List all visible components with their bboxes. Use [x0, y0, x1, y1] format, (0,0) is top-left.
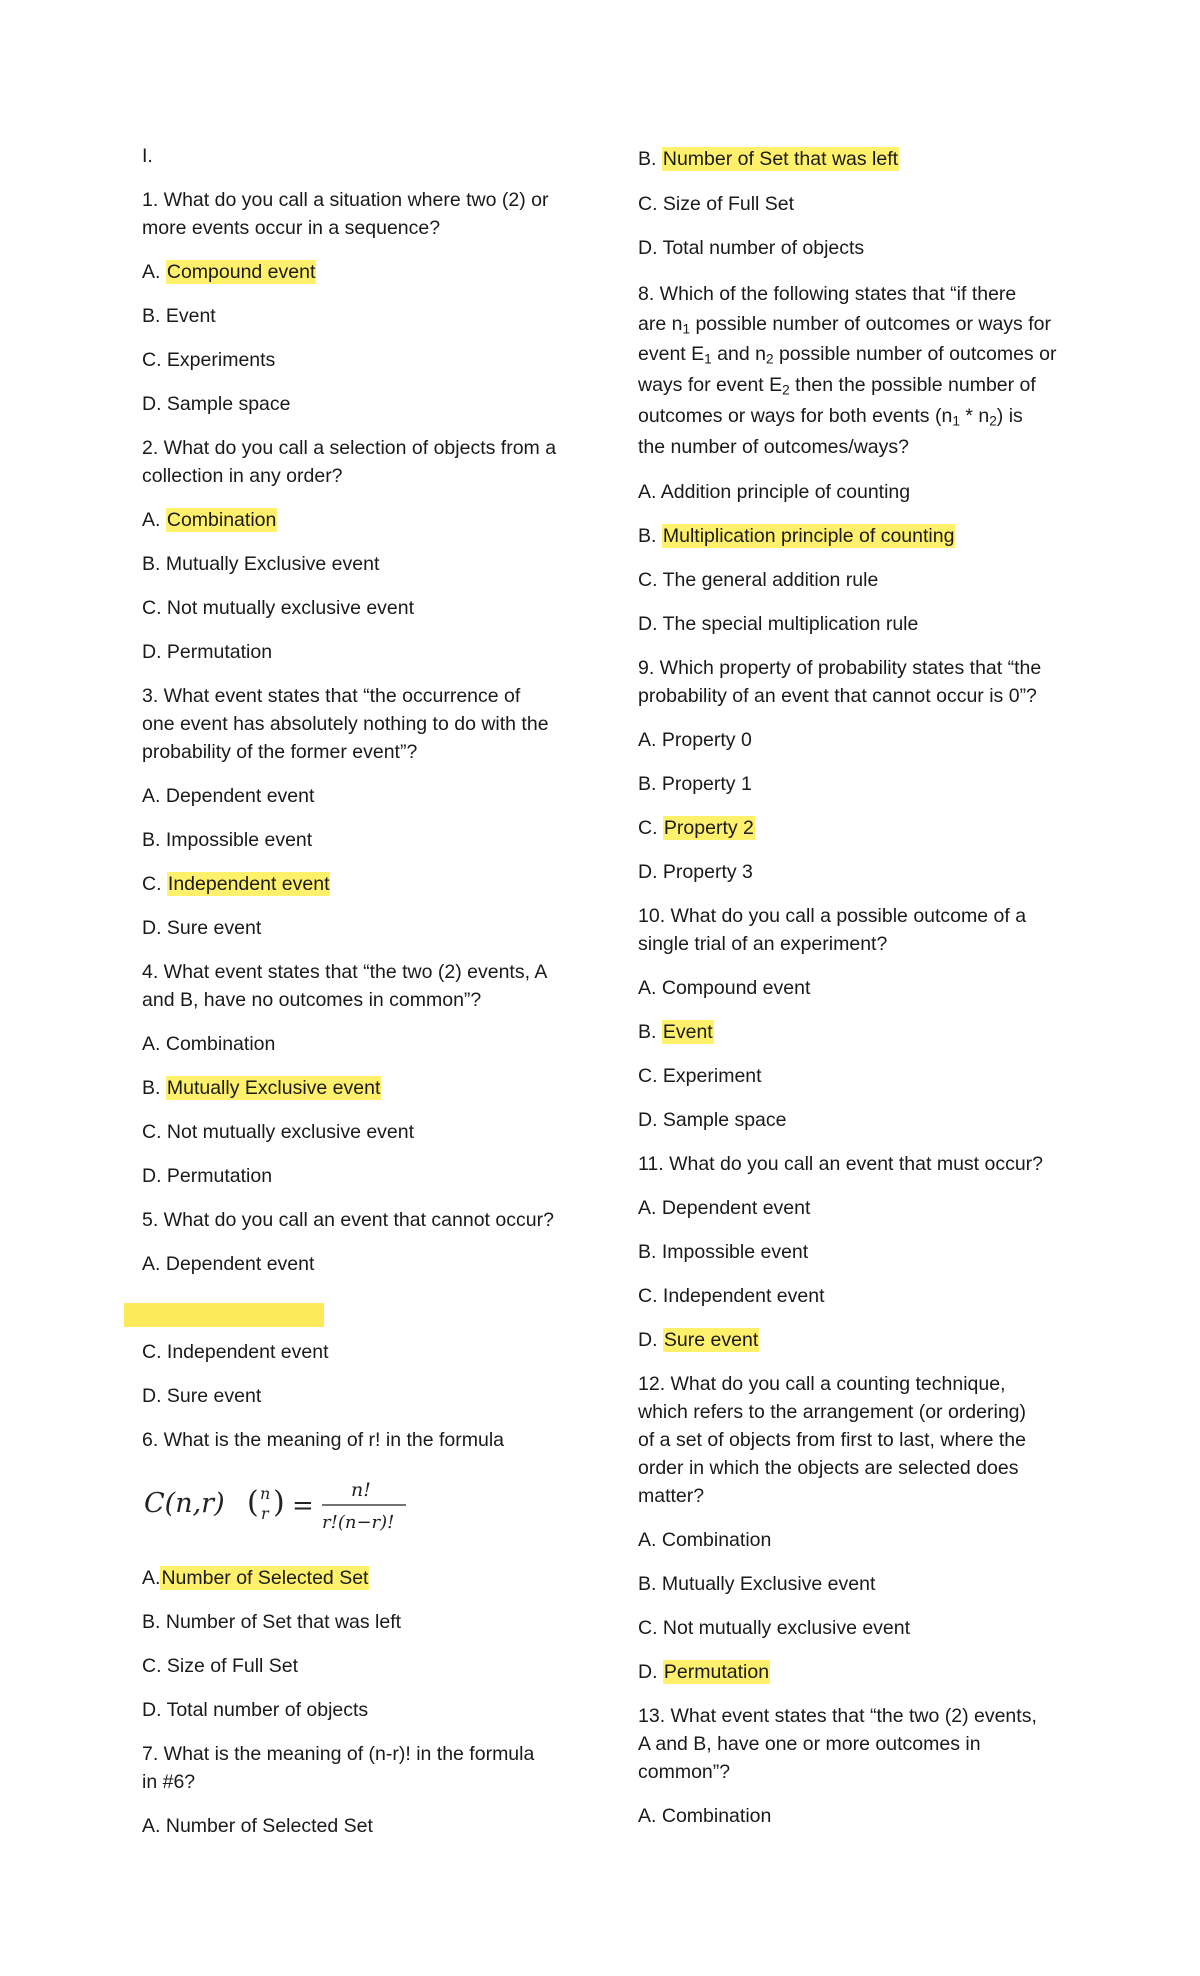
- formula-denominator: r!(n−r)!: [322, 1512, 395, 1533]
- question-11-stem: 11. What do you call an event that must occur?: [638, 1153, 1044, 1175]
- question-4-stem-line-2: and B, have no outcomes in common”?: [142, 989, 482, 1011]
- q2-option-c[interactable]: C. Not mutually exclusive event: [142, 597, 415, 619]
- question-6-stem: 6. What is the meaning of r! in the formula: [142, 1429, 505, 1451]
- q2-option-b[interactable]: B. Mutually Exclusive event: [142, 553, 380, 575]
- formula-binom-bottom: r: [261, 1504, 269, 1523]
- q10-option-a[interactable]: A. Compound event: [638, 977, 811, 999]
- question-8-stem-line-6: the number of outcomes/ways?: [638, 436, 909, 458]
- question-10-stem-line-2: single trial of an experiment?: [638, 933, 888, 955]
- question-12-stem-line-3: of a set of objects from first to last, where the: [638, 1429, 1027, 1451]
- question-2-stem-line-2: collection in any order?: [142, 465, 343, 487]
- q11-option-a[interactable]: A. Dependent event: [638, 1197, 811, 1219]
- q12-option-c[interactable]: C. Not mutually exclusive event: [638, 1617, 911, 1639]
- question-10-stem-line-1: 10. What do you call a possible outcome of a: [638, 905, 1027, 927]
- q10-option-c[interactable]: C. Experiment: [638, 1065, 762, 1087]
- q9-option-b[interactable]: B. Property 1: [638, 773, 752, 795]
- q1-option-a[interactable]: A. Compound event: [142, 261, 316, 283]
- q3-option-d[interactable]: D. Sure event: [142, 917, 262, 939]
- formula-paren-open: (: [247, 1485, 259, 1520]
- question-1-stem-line-2: more events occur in a sequence?: [142, 217, 441, 239]
- q4-option-d[interactable]: D. Permutation: [142, 1165, 273, 1187]
- question-8-stem-line-3: event $E_1$ and $n_2$ possible number of outcomes or: [638, 343, 1057, 367]
- q11-option-c[interactable]: C. Independent event: [638, 1285, 825, 1307]
- q9-option-c[interactable]: C. Property 2: [638, 817, 754, 839]
- question-1-stem-line-1: 1. What do you call a situation where two (2) or: [142, 189, 549, 211]
- question-12-stem-line-5: matter?: [638, 1485, 705, 1507]
- q1-option-b[interactable]: B. Event: [142, 305, 216, 327]
- q2-option-d[interactable]: D. Permutation: [142, 641, 273, 663]
- question-13-stem-line-3: common”?: [638, 1761, 731, 1783]
- question-3-stem-line-2: one event has absolutely nothing to do with the: [142, 713, 549, 735]
- answer-highlight: Independent event: [167, 873, 330, 895]
- q2-option-a[interactable]: A. Combination: [142, 509, 277, 531]
- question-9-stem-line-1: 9. Which property of probability states that “the: [638, 657, 1042, 679]
- question-12-stem-line-4: order in which the objects are selected does: [638, 1457, 1019, 1479]
- q12-option-a[interactable]: A. Combination: [638, 1529, 772, 1551]
- question-3-stem-line-3: probability of the former event”?: [142, 741, 418, 763]
- q9-option-d[interactable]: D. Property 3: [638, 861, 753, 883]
- q1-option-d[interactable]: D. Sample space: [142, 393, 291, 415]
- question-2-stem-line-1: 2. What do you call a selection of objects from a: [142, 437, 557, 459]
- question-8-stem-line-4: ways for event $E_2$ then the possible number of: [638, 374, 1036, 398]
- answer-highlight: Permutation: [663, 1661, 770, 1683]
- answer-highlight: Mutually Exclusive event: [166, 1077, 381, 1099]
- answer-highlight: Sure event: [663, 1329, 759, 1351]
- q7-option-c[interactable]: C. Size of Full Set: [638, 193, 795, 215]
- formula-paren-close: ): [273, 1485, 285, 1520]
- formula-numerator: n!: [351, 1479, 371, 1501]
- q6-option-b[interactable]: B. Number of Set that was left: [142, 1611, 402, 1633]
- q6-option-c[interactable]: C. Size of Full Set: [142, 1655, 299, 1677]
- q6-option-d[interactable]: D. Total number of objects: [142, 1699, 369, 1721]
- section-label: I.: [142, 145, 153, 167]
- question-12-stem-line-2: which refers to the arrangement (or ordering): [638, 1401, 1027, 1423]
- q8-option-d[interactable]: D. The special multiplication rule: [638, 613, 919, 635]
- answer-highlight: Number of Set that was left: [662, 148, 899, 170]
- answer-highlight: Number of Selected Set: [161, 1567, 369, 1589]
- q4-option-c[interactable]: C. Not mutually exclusive event: [142, 1121, 415, 1143]
- question-9-stem-line-2: probability of an event that cannot occur is 0”?: [638, 685, 1037, 707]
- question-8-stem-line-5: outcomes or ways for both events $(n_1 * n_2)$ is: [638, 405, 1023, 429]
- q4-option-b[interactable]: B. Mutually Exclusive event: [142, 1077, 381, 1099]
- question-8-stem-line-1: 8. Which of the following states that “if there: [638, 283, 1017, 305]
- q11-option-d[interactable]: D. Sure event: [638, 1329, 759, 1351]
- formula-binom-top: n: [260, 1484, 271, 1503]
- answer-highlight: Combination: [166, 509, 277, 531]
- q7-option-d[interactable]: D. Total number of objects: [638, 237, 865, 259]
- q10-option-d[interactable]: D. Sample space: [638, 1109, 787, 1131]
- answer-highlight: Multiplication principle of counting: [662, 525, 955, 547]
- q3-option-a[interactable]: A. Dependent event: [142, 785, 315, 807]
- q5-option-d[interactable]: D. Sure event: [142, 1385, 262, 1407]
- q8-option-a[interactable]: A. Addition principle of counting: [638, 481, 911, 503]
- q4-option-a[interactable]: A. Combination: [142, 1033, 276, 1055]
- q3-option-b[interactable]: B. Impossible event: [142, 829, 313, 851]
- question-4-stem-line-1: 4. What event states that “the two (2) events, A: [142, 961, 548, 983]
- question-7-stem-line-2: in #6?: [142, 1771, 196, 1793]
- question-8-stem-line-2: are $n_1$ possible number of outcomes or ways for: [638, 313, 1051, 337]
- q7-option-b[interactable]: B. Number of Set that was left: [638, 148, 899, 170]
- q10-option-b[interactable]: B. Event: [638, 1021, 713, 1043]
- question-13-stem-line-2: A and B, have one or more outcomes in: [638, 1733, 981, 1755]
- q9-option-a[interactable]: A. Property 0: [638, 729, 752, 751]
- q11-option-b[interactable]: B. Impossible event: [638, 1241, 809, 1263]
- answer-highlight: Property 2: [663, 817, 754, 839]
- answer-highlight: Event: [662, 1021, 713, 1043]
- question-7-stem-line-1: 7. What is the meaning of (n-r)! in the formula: [142, 1743, 535, 1765]
- q8-option-c[interactable]: C. The general addition rule: [638, 569, 879, 591]
- q8-option-b[interactable]: B. Multiplication principle of counting: [638, 525, 955, 547]
- question-13-stem-line-1: 13. What event states that “the two (2) events,: [638, 1705, 1037, 1727]
- q7-option-a[interactable]: A. Number of Selected Set: [142, 1815, 373, 1837]
- highlighter-smear: [124, 1303, 324, 1327]
- question-12-stem-line-1: 12. What do you call a counting technique,: [638, 1373, 1006, 1395]
- formula-lhs: C(n,r): [144, 1488, 225, 1519]
- q6-option-a[interactable]: A.Number of Selected Set: [142, 1567, 369, 1589]
- combination-formula: [142, 1466, 442, 1538]
- q12-option-b[interactable]: B. Mutually Exclusive event: [638, 1573, 876, 1595]
- q5-option-a[interactable]: A. Dependent event: [142, 1253, 315, 1275]
- formula-equals: =: [292, 1491, 314, 1521]
- q1-option-c[interactable]: C. Experiments: [142, 349, 276, 371]
- q5-option-c[interactable]: C. Independent event: [142, 1341, 329, 1363]
- answer-highlight: Compound event: [166, 261, 316, 283]
- question-3-stem-line-1: 3. What event states that “the occurrence of: [142, 685, 521, 707]
- q12-option-d[interactable]: D. Permutation: [638, 1661, 770, 1683]
- q13-option-a[interactable]: A. Combination: [638, 1805, 772, 1827]
- question-5-stem: 5. What do you call an event that cannot occur?: [142, 1209, 554, 1231]
- q3-option-c[interactable]: C. Independent event: [142, 873, 330, 895]
